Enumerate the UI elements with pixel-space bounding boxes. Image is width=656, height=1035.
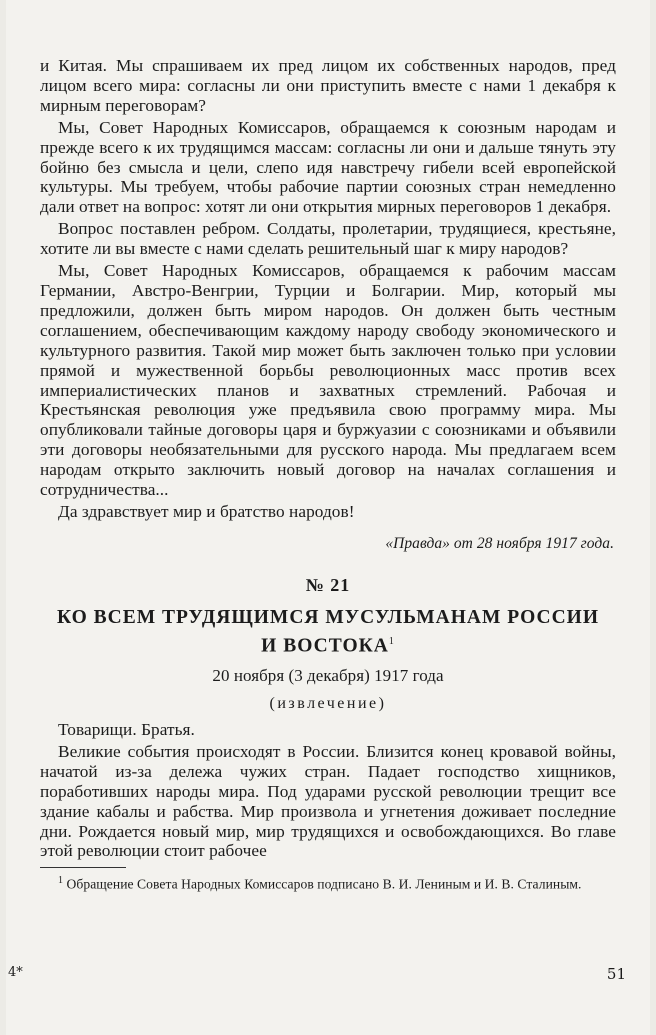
source-citation: «Правда» от 28 ноября 1917 года.: [385, 534, 614, 552]
document-date: 20 ноября (3 декабря) 1917 года: [212, 666, 444, 686]
document-title: [40, 606, 616, 659]
body-paragraph: Мы, Совет Народных Комиссаров, обращаемся к рабочим массам Германии, Австро-Венгрии, Турции и Болгарии. Мир, который мы предложили, должен быть миром народов. Он должен быть честным соглашением, обеспечивающим каждому народу свободу экономического и культурного развития. Такой мир может быть заключен только при условии прямой и мужественной борьбы революционных масс против всех империалистических планов и захватных стремлений. Рабочая и Крестьянская революция уже предъявила свою программу мира. Мы опубликовали тайные договоры царя и буржуазии с союзниками и объявили эти договоры необязательными для русского народа. Мы предлагаем всем народам открыто заключить новый договор на началах соглашения и сотрудничества...: [40, 261, 616, 500]
title-line-2: И ВОСТОКА$^1$: [261, 635, 395, 657]
top-paragraphs: [40, 56, 616, 522]
footnote-text: Обращение Совета Народных Комиссаров подписано В. И. Лениным и И. В. Сталиным.: [66, 876, 582, 892]
title-line-1: КО ВСЕМ ТРУДЯЩИМСЯ МУСУЛЬМАНАМ РОССИИ: [56, 606, 599, 628]
body-paragraph: Великие события происходят в России. Близится конец кровавой войны, начатой из-за дележа чужих стран. Падает господство хищников, поработивших народы мира. Под ударами русской революции трещит все здание кабалы и рабства. Мир произвола и угнетения доживает последние дни. Рождается новый мир, мир трудящихся и освобождающихся. Во главе этой революции стоит рабочее: [40, 741, 616, 861]
footnote-marker: 1: [388, 635, 395, 647]
text-column: [40, 56, 616, 893]
footnote-number: 1: [58, 875, 64, 887]
greeting: Товарищи. Братья.: [58, 719, 195, 739]
body-paragraph: Мы, Совет Народных Комиссаров, обращаемся к союзным народам и прежде всего к их трудящимся массам: согласны ли они и дальше тянуть эту бойню без смысла и цели, слепо идя навстречу гибели всей европейской культуры. Мы требуем, чтобы рабочие партии союзных стран немедленно дали ответ на вопрос: хотят ли они открытия мирных переговоров 1 декабря.: [40, 117, 616, 217]
signature-mark: 4*: [8, 965, 23, 980]
document-number: № 21: [305, 574, 351, 595]
body-paragraph: Да здравствует мир и братство народов!: [58, 501, 355, 521]
body-paragraph: и Китая. Мы спрашиваем их пред лицом их собственных народов, пред лицом всего мира: согласны ли они приступить вместе с нами 1 декабря к мирным переговорам?: [40, 56, 616, 115]
extract-label: (извлечение): [269, 695, 387, 713]
body-paragraph: Вопрос поставлен ребром. Солдаты, пролетарии, трудящиеся, крестьяне, хотите ли вы вместе с нами сделать решительный шаг к миру народов?: [40, 219, 616, 259]
page-number: 51: [606, 965, 626, 983]
footnote-divider: [40, 867, 126, 868]
footnote: [40, 872, 616, 893]
book-page: [6, 0, 650, 1035]
